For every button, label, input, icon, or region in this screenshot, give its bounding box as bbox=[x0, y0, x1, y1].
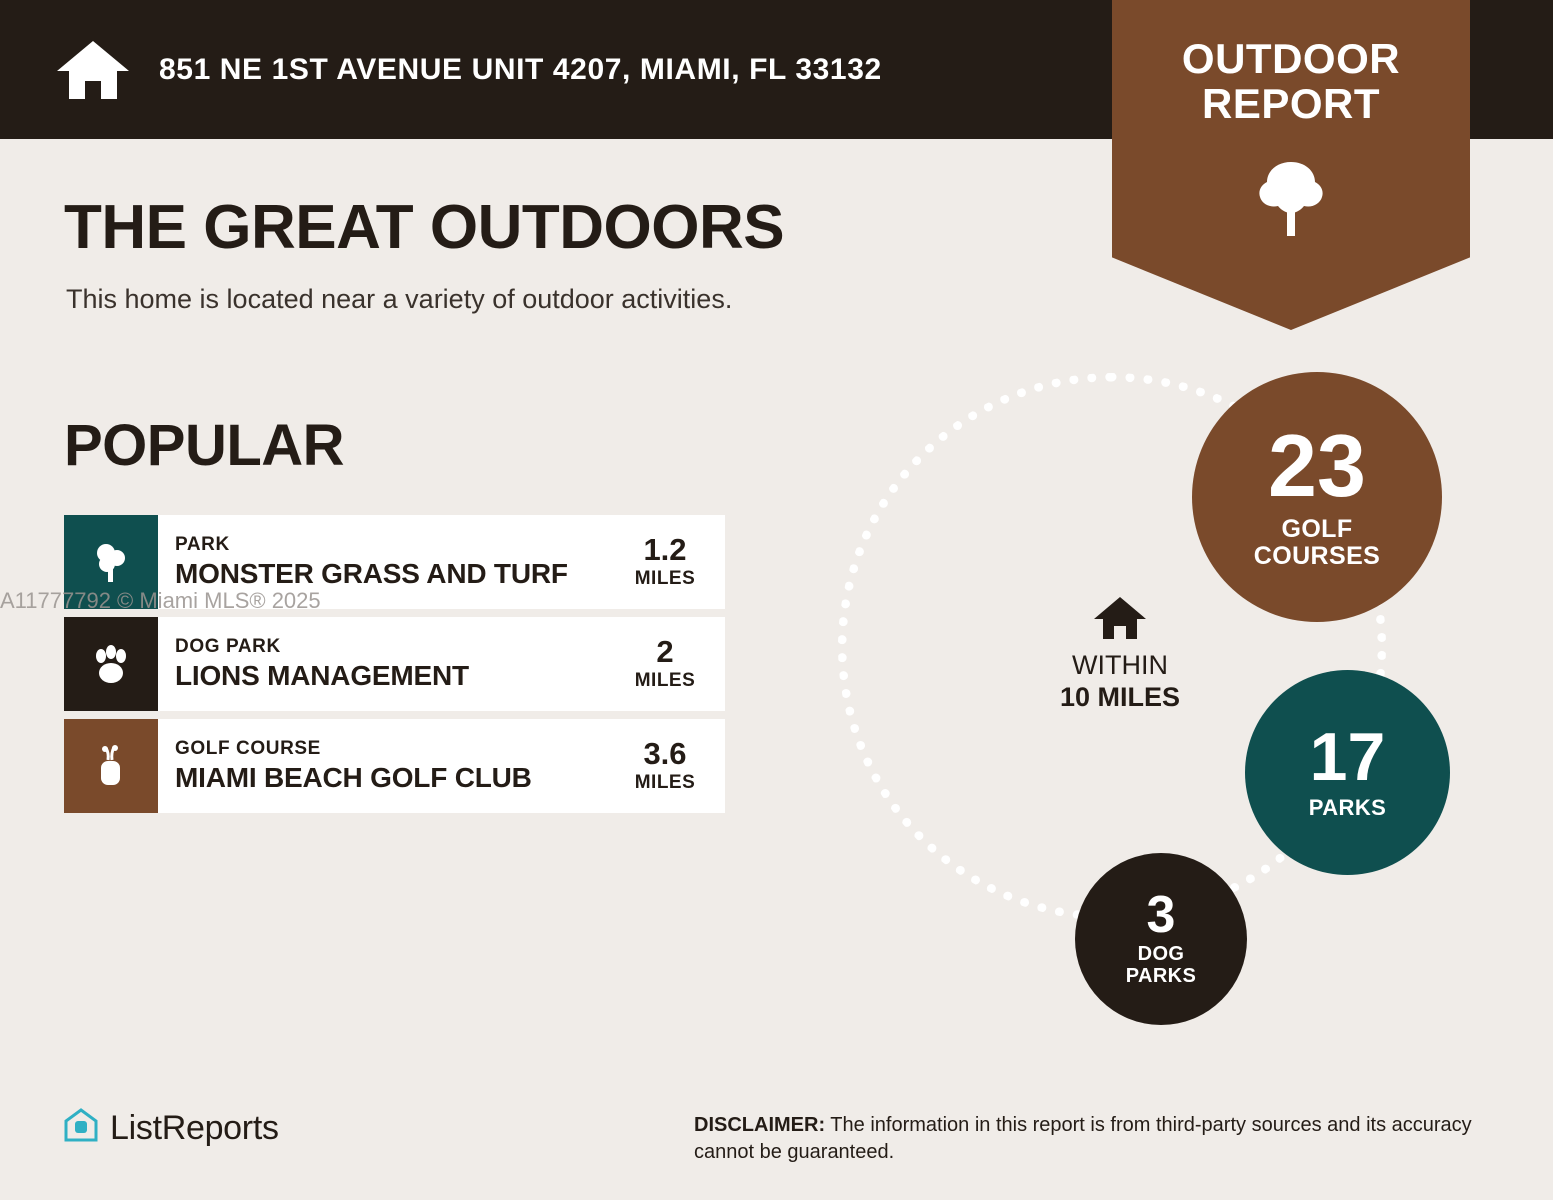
within-line-1: WITHIN bbox=[1072, 650, 1168, 680]
bubble-count: 23 bbox=[1268, 416, 1366, 516]
list-item-category: PARK bbox=[175, 534, 230, 555]
house-icon bbox=[1092, 595, 1148, 641]
section-title-popular: POPULAR bbox=[64, 413, 345, 478]
disclaimer bbox=[694, 1112, 1494, 1166]
badge-line2: REPORT bbox=[1201, 80, 1380, 128]
list-item-name: MIAMI BEACH GOLF CLUB bbox=[175, 762, 532, 793]
list-item-name: LIONS MANAGEMENT bbox=[175, 660, 469, 691]
list-item-distance bbox=[613, 515, 725, 609]
bubble-dog-parks bbox=[1075, 853, 1247, 1025]
bubble-label bbox=[1126, 944, 1197, 987]
bubble-label bbox=[1254, 516, 1380, 570]
house-icon bbox=[55, 39, 131, 101]
listreports-logo-icon bbox=[62, 1107, 110, 1150]
list-item-distance bbox=[613, 617, 725, 711]
bubble-label-line-1: GOLF bbox=[1281, 514, 1353, 543]
bubble-label-line-1: DOG bbox=[1137, 943, 1185, 966]
bubble-label-line-2: PARKS bbox=[1125, 964, 1197, 987]
bubble-label-line-1: PARKS bbox=[1308, 794, 1387, 820]
property-address: 851 NE 1ST AVENUE UNIT 4207, MIAMI, FL 33132 bbox=[159, 52, 882, 86]
tree-icon bbox=[1253, 158, 1329, 238]
badge-line1: OUTDOOR bbox=[1181, 35, 1401, 82]
list-item bbox=[64, 617, 725, 711]
distance-unit: MILES bbox=[634, 670, 696, 691]
page-title: THE GREAT OUTDOORS bbox=[64, 193, 785, 262]
within-label bbox=[1030, 595, 1210, 714]
list-item-distance bbox=[613, 719, 725, 813]
golf-bag-icon bbox=[64, 719, 158, 813]
list-item-text bbox=[158, 719, 613, 813]
disclaimer-text: The information in this report is from third-party sources and its accuracy cannot be guaranteed. bbox=[694, 1114, 1472, 1163]
bubble-count: 17 bbox=[1309, 719, 1386, 796]
distance-value: 1.2 bbox=[643, 532, 687, 567]
bubble-parks bbox=[1245, 670, 1450, 875]
listreports-logo-text: ListReports bbox=[110, 1109, 279, 1147]
outdoor-report-badge bbox=[1112, 0, 1470, 330]
bubble-label-line-2: COURSES bbox=[1253, 541, 1381, 570]
bubble-golf-courses bbox=[1192, 372, 1442, 622]
bubble-count: 3 bbox=[1146, 885, 1176, 944]
disclaimer-label: DISCLAIMER: bbox=[694, 1114, 826, 1136]
listreports-logo bbox=[62, 1107, 279, 1150]
list-item bbox=[64, 719, 725, 813]
within-radius-diagram bbox=[800, 330, 1500, 1060]
list-item-text bbox=[158, 617, 613, 711]
paw-print-icon bbox=[64, 617, 158, 711]
list-item-name: MONSTER GRASS AND TURF bbox=[175, 558, 568, 589]
badge-text bbox=[1112, 36, 1470, 127]
within-line-2: 10 MILES bbox=[1059, 682, 1181, 713]
distance-unit: MILES bbox=[634, 772, 696, 793]
distance-value: 3.6 bbox=[643, 736, 687, 771]
list-item-category: DOG PARK bbox=[175, 636, 281, 657]
popular-list bbox=[64, 515, 725, 821]
distance-value: 2 bbox=[656, 634, 674, 669]
bubble-label bbox=[1309, 796, 1386, 820]
page-subtitle: This home is located near a variety of outdoor activities. bbox=[66, 284, 733, 314]
watermark: A11777792 © Miami MLS® 2025 bbox=[0, 588, 321, 613]
distance-unit: MILES bbox=[634, 568, 696, 589]
list-item-category: GOLF COURSE bbox=[175, 738, 321, 759]
